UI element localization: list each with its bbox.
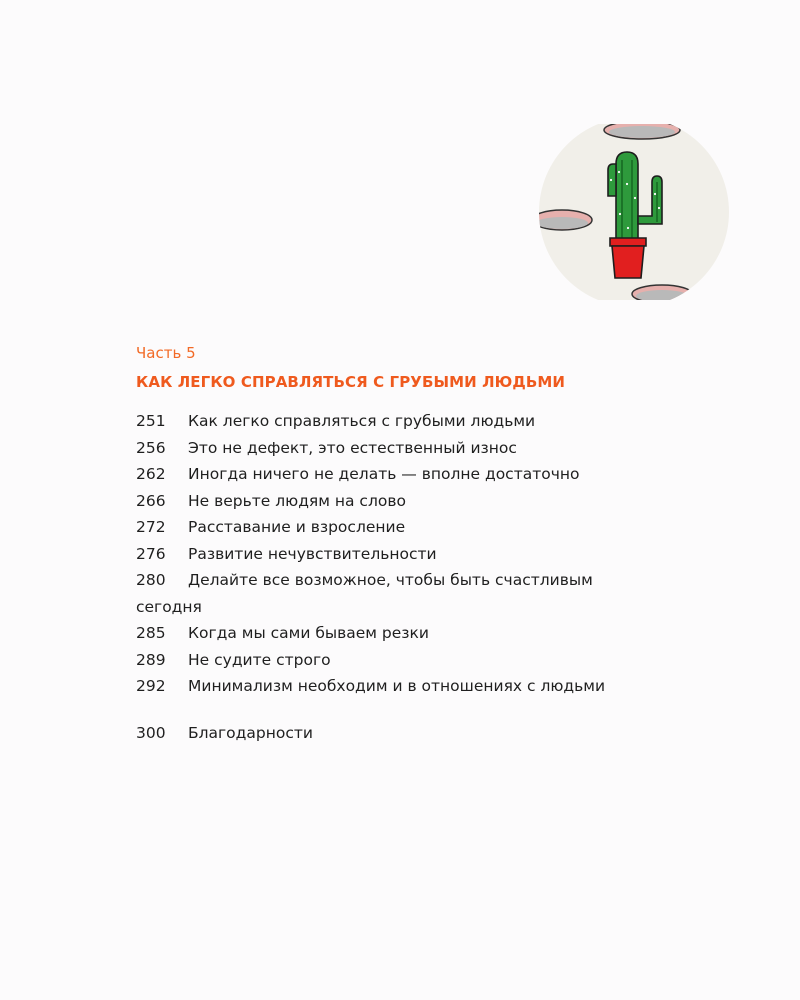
- toc-title: Минимализм необходим и в отношениях с людьми: [188, 677, 606, 695]
- toc-entry[interactable]: [136, 673, 656, 700]
- toc-title: Это не дефект, это естественный износ: [188, 438, 517, 457]
- toc-page-number: 266: [136, 491, 166, 510]
- toc-title: Делайте все возможное, чтобы быть счастливым сегодня: [136, 571, 593, 616]
- table-of-contents: [136, 408, 656, 746]
- toc-entry[interactable]: [136, 567, 656, 620]
- toc-entry[interactable]: [136, 435, 656, 462]
- toc-title: Как легко справляться с грубыми людьми: [188, 412, 536, 430]
- toc-title: Развитие нечувствительности: [188, 544, 437, 563]
- section-label: Часть 5: [136, 344, 196, 362]
- toc-page-number: 272: [136, 518, 166, 536]
- toc-title: Не верьте людям на слово: [188, 491, 406, 510]
- toc-entry[interactable]: [136, 720, 656, 747]
- toc-entry[interactable]: [136, 461, 656, 488]
- toc-entry[interactable]: [136, 541, 656, 568]
- toc-title: Расставание и взросление: [188, 518, 406, 536]
- toc-page-number: 276: [136, 544, 166, 563]
- toc-page-number: 280: [136, 571, 166, 589]
- cactus-illustration: [538, 124, 730, 300]
- toc-entry[interactable]: [136, 408, 656, 435]
- toc-page-number: 292: [136, 677, 166, 695]
- toc-entry[interactable]: [136, 620, 656, 647]
- toc-entry[interactable]: [136, 514, 656, 541]
- toc-entry[interactable]: [136, 647, 656, 674]
- toc-page-number: 251: [136, 412, 166, 430]
- toc-page-number: 256: [136, 438, 166, 457]
- toc-title: Благодарности: [188, 723, 313, 742]
- toc-page-number: 289: [136, 650, 166, 669]
- toc-page-number: 262: [136, 465, 166, 483]
- toc-page-number: 300: [136, 723, 166, 742]
- toc-page-number: 285: [136, 624, 166, 642]
- toc-title: Когда мы сами бываем резки: [188, 624, 429, 642]
- section-title: КАК ЛЕГКО СПРАВЛЯТЬСЯ С ГРУБЫМИ ЛЮДЬМИ: [136, 373, 566, 391]
- toc-title: Не судите строго: [188, 650, 331, 669]
- toc-entry[interactable]: [136, 488, 656, 515]
- toc-title: Иногда ничего не делать — вполне достаточно: [188, 465, 580, 483]
